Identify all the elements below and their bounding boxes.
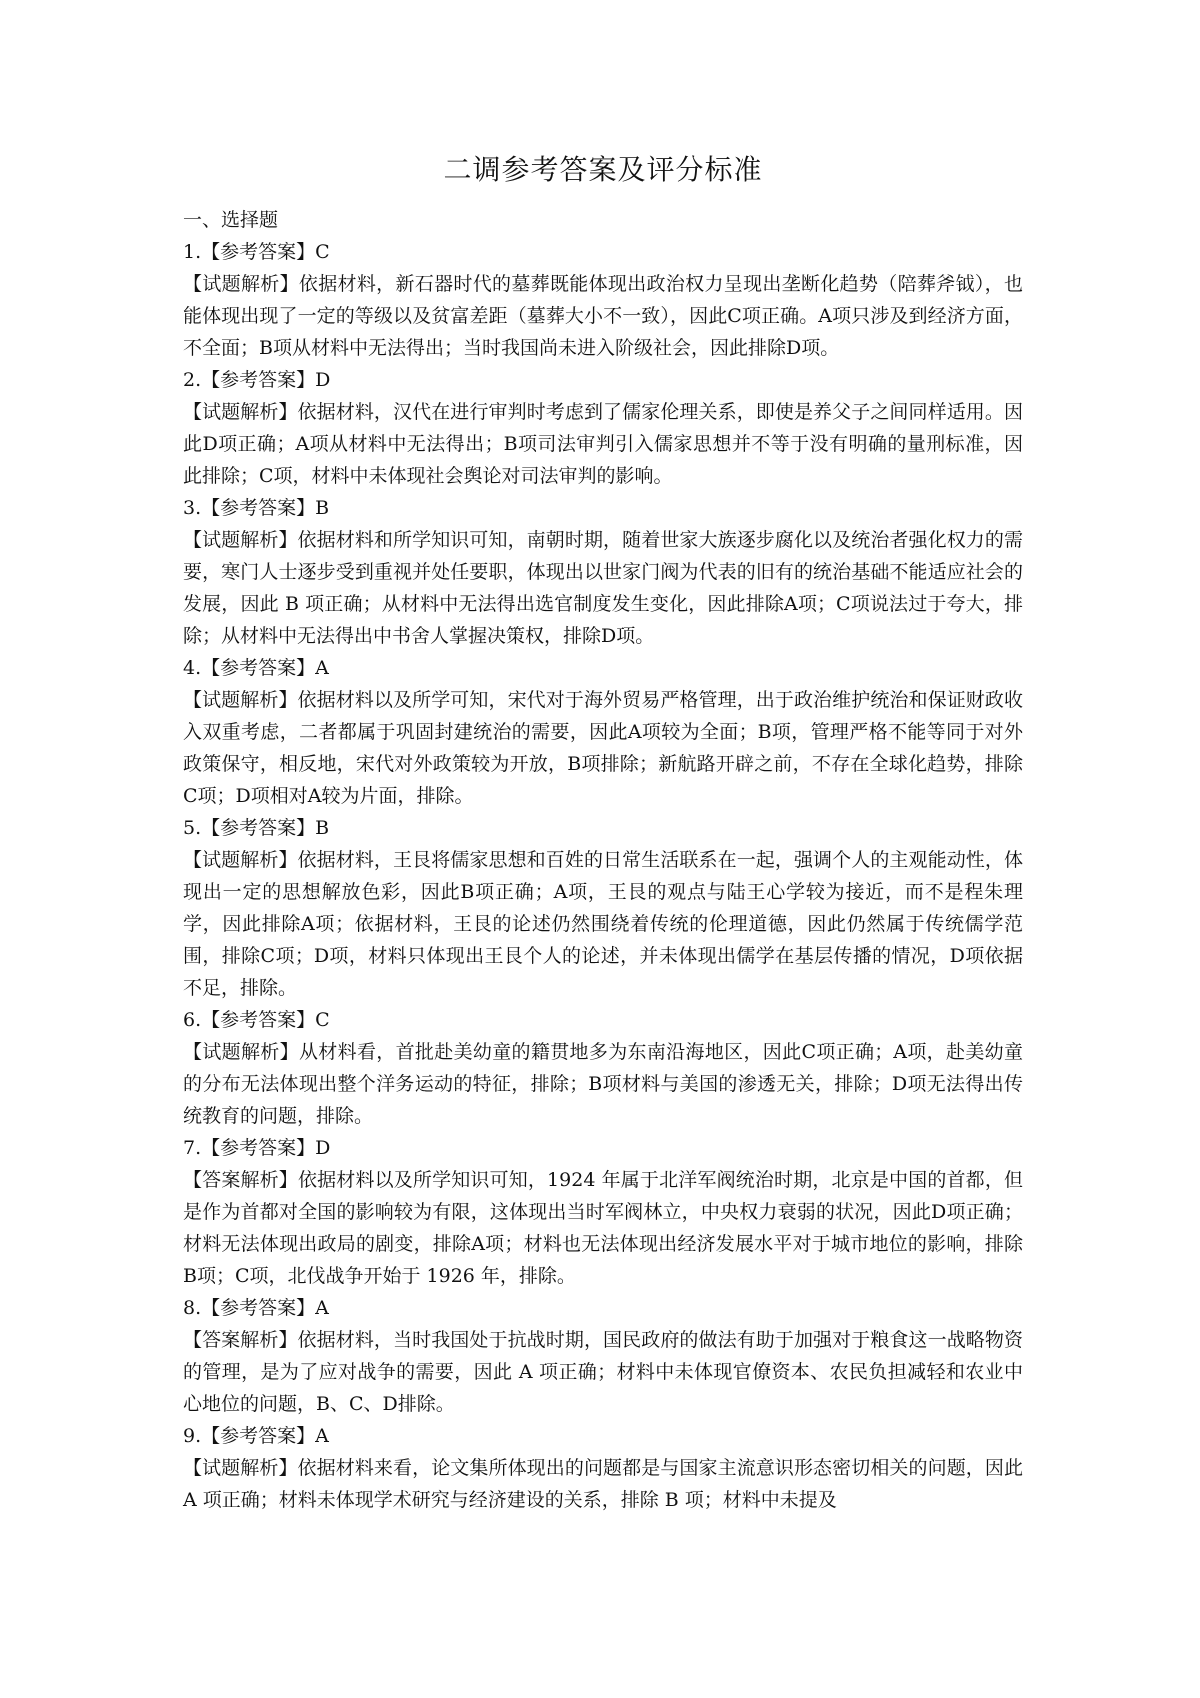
analysis-paragraph: 【试题解析】依据材料以及所学可知，宋代对于海外贸易严格管理，出于政治维护统治和保证财政收入双重考虑，二者都属于巩固封建统治的需要，因此A项较为全面；B项，管理严格不能等同于对外政策保守，相反地，宋代对外政策较为开放，B项排除；新航路开辟之前，不存在全球化趋势，排除C项；D项相对A较为片面，排除。: [183, 689, 1023, 807]
answer-line: 5.【参考答案】B: [183, 817, 330, 839]
analysis-paragraph: 【试题解析】依据材料，新石器时代的墓葬既能体现出政治权力呈现出垄断化趋势（陪葬斧钺），也能体现出现了一定的等级以及贫富差距（墓葬大小不一致），因此C项正确。A项只涉及到经济方面，不全面；B项从材料中无法得出；当时我国尚未进入阶级社会，因此排除D项。: [183, 273, 1023, 359]
question-item: [183, 1004, 1023, 1132]
answer-line: 3.【参考答案】B: [183, 497, 330, 519]
answer-line: 9.【参考答案】A: [183, 1425, 329, 1447]
answer-document: [183, 150, 1023, 1516]
question-item: [183, 1292, 1023, 1420]
answer-line: 4.【参考答案】A: [183, 657, 329, 679]
analysis-paragraph: 【试题解析】依据材料，汉代在进行审判时考虑到了儒家伦理关系，即使是养父子之间同样适用。因此D项正确；A项从材料中无法得出；B项司法审判引入儒家思想并不等于没有明确的量刑标准，因此排除；C项，材料中未体现社会舆论对司法审判的影响。: [183, 401, 1023, 487]
question-item: [183, 236, 1023, 364]
answer-line: 1.【参考答案】C: [183, 241, 330, 263]
question-item: [183, 652, 1023, 812]
answer-line: 6.【参考答案】C: [183, 1009, 330, 1031]
analysis-paragraph: 【答案解析】依据材料，当时我国处于抗战时期，国民政府的做法有助于加强对于粮食这一战略物资的管理，是为了应对战争的需要，因此 A 项正确；材料中未体现官僚资本、农民负担减轻和农业中心地位的问题，B、C、D排除。: [183, 1329, 1023, 1415]
section-heading: 一、选择题: [183, 209, 279, 231]
question-item: [183, 492, 1023, 652]
analysis-paragraph: 【答案解析】依据材料以及所学知识可知，1924 年属于北洋军阀统治时期，北京是中国的首都，但是作为首都对全国的影响较为有限，这体现出当时军阀林立，中央权力衰弱的状况，因此D项正确；材料无法体现出政局的剧变，排除A项；材料也无法体现出经济发展水平对于城市地位的影响，排除B项；C项，北伐战争开始于 1926 年，排除。: [183, 1169, 1023, 1287]
answer-line: 8.【参考答案】A: [183, 1297, 329, 1319]
analysis-paragraph: 【试题解析】依据材料来看，论文集所体现出的问题都是与国家主流意识形态密切相关的问题，因此 A 项正确；材料未体现学术研究与经济建设的关系，排除 B 项；材料中未提及: [183, 1457, 1023, 1511]
analysis-paragraph: 【试题解析】从材料看，首批赴美幼童的籍贯地多为东南沿海地区，因此C项正确；A项，赴美幼童的分布无法体现出整个洋务运动的特征，排除；B项材料与美国的渗透无关，排除；D项无法得出传统教育的问题，排除。: [183, 1041, 1023, 1127]
question-item: [183, 812, 1023, 1004]
question-item: [183, 364, 1023, 492]
answer-line: 7.【参考答案】D: [183, 1137, 331, 1159]
analysis-paragraph: 【试题解析】依据材料，王艮将儒家思想和百姓的日常生活联系在一起，强调个人的主观能动性，体现出一定的思想解放色彩，因此B项正确；A项，王艮的观点与陆王心学较为接近，而不是程朱理学，因此排除A项；依据材料，王艮的论述仍然围绕着传统的伦理道德，因此仍然属于传统儒学范围，排除C项；D项，材料只体现出王艮个人的论述，并未体现出儒学在基层传播的情况，D项依据不足，排除。: [183, 849, 1023, 999]
document-title: 二调参考答案及评分标准: [443, 153, 763, 186]
analysis-paragraph: 【试题解析】依据材料和所学知识可知，南朝时期，随着世家大族逐步腐化以及统治者强化权力的需要，寒门人士逐步受到重视并处任要职，体现出以世家门阀为代表的旧有的统治基础不能适应社会的发展，因此 B 项正确；从材料中无法得出选官制度发生变化，因此排除A项；C项说法过于夸大，排除；从材料中无法得出中书舍人掌握决策权，排除D项。: [183, 529, 1023, 647]
question-item: [183, 1132, 1023, 1292]
answer-line: 2.【参考答案】D: [183, 369, 331, 391]
question-item: [183, 1420, 1023, 1516]
